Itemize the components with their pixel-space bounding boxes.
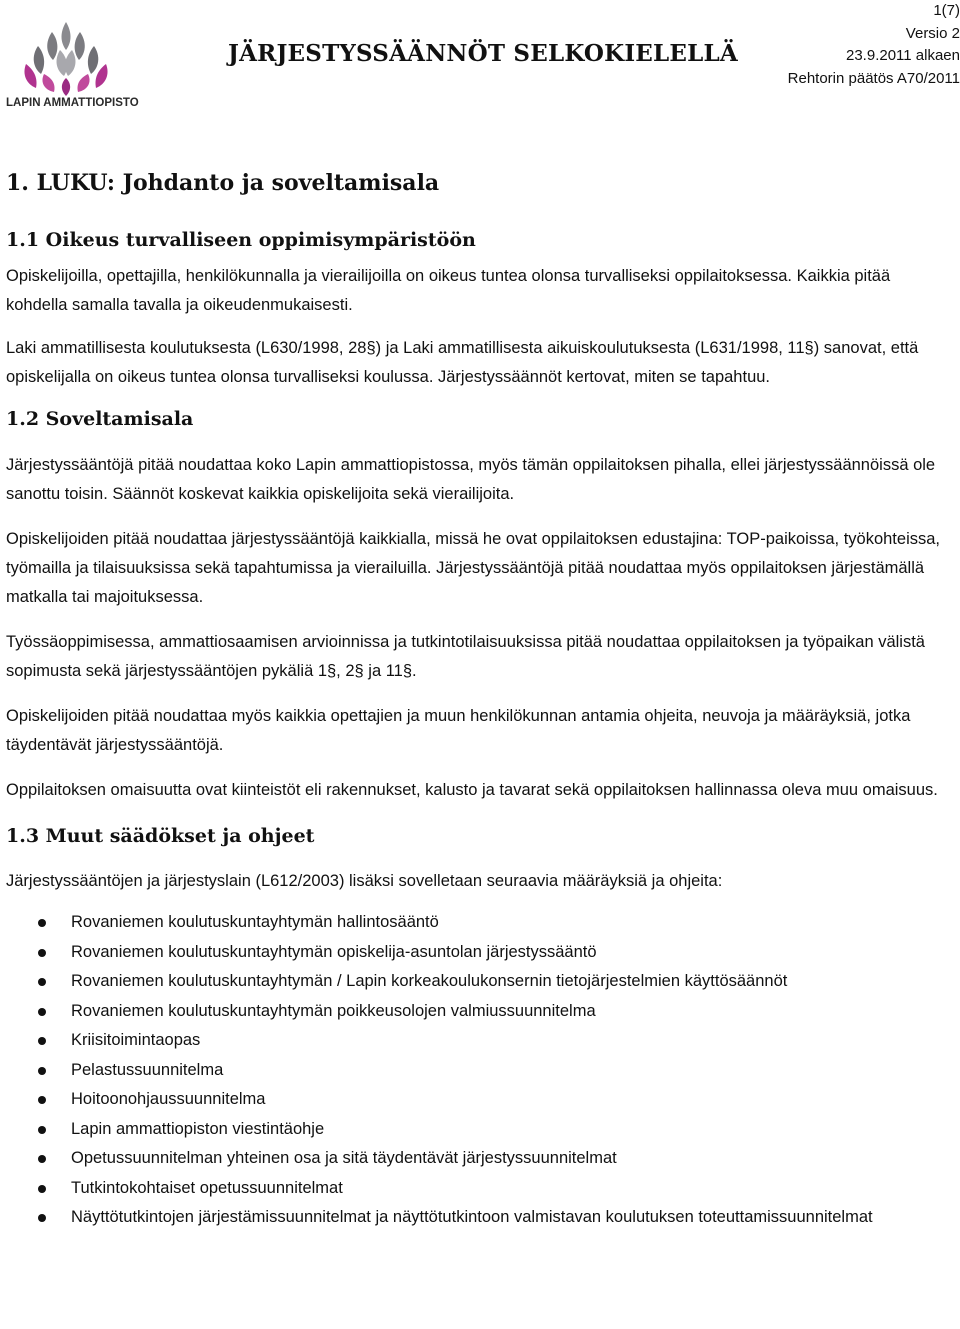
- paragraph: Opiskelijoilla, opettajilla, henkilökunnalla ja vierailijoilla on oikeus tuntea olonsa turvalliseksi oppilaitoksessa. Kaikkia pitää kohdella samalla tavalla ja oikeudenmukaisesti.: [6, 267, 891, 314]
- page-number: 1(7): [933, 2, 960, 19]
- valid-from-date: 23.9.2011 alkaen: [846, 47, 960, 64]
- bullet-icon: [38, 1126, 46, 1134]
- document-body: [6, 165, 956, 1233]
- section-heading-1-1: 1.1 Oikeus turvalliseen oppimisympäristöön: [6, 229, 476, 251]
- list-item: Rovaniemen koulutuskuntayhtymän poikkeusolojen valmiussuunnitelma: [6, 997, 956, 1027]
- bullet-icon: [38, 978, 46, 986]
- list-item: Pelastussuunnitelma: [6, 1056, 956, 1086]
- regulations-list: [6, 908, 956, 1233]
- list-item: Kriisitoimintaopas: [6, 1026, 956, 1056]
- paragraph: Opiskelijoiden pitää noudattaa järjestyssääntöjä kaikkialla, missä he ovat oppilaitoksen edustajina: TOP-paikoissa, työkohteissa, työmailla ja tilaisuuksissa sekä tapahtumissa ja vierailuilla. Järjestyssääntöjä pitää noudattaa myös oppilaitoksen järjestämällä matkalla tai majoituksessa.: [6, 530, 940, 606]
- paragraph: Työssäoppimisessa, ammattiosaamisen arvioinnissa ja tutkintotilaisuuksissa pitää noudattaa oppilaitoksen ja työpaikan välistä sopimusta sekä järjestyssääntöjen pykäliä 1§, 2§ ja 11§.: [6, 633, 925, 680]
- paragraph: Laki ammatillisesta koulutuksesta (L630/1998, 28§) ja Laki ammatillisesta aikuiskoulutuksesta (L631/1998, 11§) sanovat, että opiskelijalla on oikeus tuntea olonsa turvalliseksi koulussa. Järjestyssäännöt kertovat, miten se tapahtuu.: [6, 339, 919, 386]
- bullet-icon: [38, 1214, 46, 1222]
- lapin-ammattiopisto-logo: [4, 16, 164, 112]
- bullet-icon: [38, 1096, 46, 1104]
- chapter-title: 1. LUKU: Johdanto ja soveltamisala: [6, 170, 440, 196]
- list-item: Opetussuunnitelman yhteinen osa ja sitä täydentävät järjestyssuunnitelmat: [6, 1144, 956, 1174]
- section-heading-1-3: 1.3 Muut säädökset ja ohjeet: [6, 825, 315, 847]
- section-heading-1-2: 1.2 Soveltamisala: [6, 408, 194, 430]
- bullet-icon: [38, 1155, 46, 1163]
- list-item: Hoitoonohjaussuunnitelma: [6, 1085, 956, 1115]
- bullet-icon: [38, 1008, 46, 1016]
- decision-reference: Rehtorin päätös A70/2011: [787, 69, 960, 87]
- list-item: Rovaniemen koulutuskuntayhtymän / Lapin korkeakoulukonsernin tietojärjestelmien käyttösäännöt: [6, 967, 956, 997]
- version-label: Versio 2: [905, 24, 960, 42]
- paragraph: Opiskelijoiden pitää noudattaa myös kaikkia opettajien ja muun henkilökunnan antamia ohjeita, neuvoja ja määräyksiä, jotka täydentävät järjestyssääntöjä.: [6, 707, 911, 754]
- document-meta: [788, 0, 960, 90]
- paragraph: Järjestyssääntöjen ja järjestyslain (L612/2003) lisäksi sovelletaan seuraavia määräyksiä ja ohjeita:: [6, 872, 723, 890]
- list-item: Rovaniemen koulutuskuntayhtymän hallintosääntö: [6, 908, 956, 938]
- list-item: Lapin ammattiopiston viestintäohje: [6, 1115, 956, 1145]
- logo-crest-icon: [24, 22, 107, 96]
- bullet-icon: [38, 1067, 46, 1075]
- bullet-icon: [38, 919, 46, 927]
- document-title: JÄRJESTYSSÄÄNNÖT SELKOKIELELLÄ: [228, 40, 738, 67]
- list-item: Rovaniemen koulutuskuntayhtymän opiskelija-asuntolan järjestyssääntö: [6, 938, 956, 968]
- paragraph: Järjestyssääntöjä pitää noudattaa koko Lapin ammattiopistossa, myös tämän oppilaitoksen pihalla, ellei järjestyssäännöissä ole sanottu toisin. Säännöt koskevat kaikkia opiskelijoita sekä vierailijoita.: [6, 456, 936, 503]
- bullet-icon: [38, 1185, 46, 1193]
- bullet-icon: [38, 949, 46, 957]
- paragraph: Oppilaitoksen omaisuutta ovat kiinteistöt eli rakennukset, kalusto ja tavarat sekä oppilaitoksen hallinnassa oleva muu omaisuus.: [6, 781, 938, 799]
- list-item: Tutkintokohtaiset opetussuunnitelmat: [6, 1174, 956, 1204]
- list-item: Näyttötutkintojen järjestämissuunnitelmat ja näyttötutkintoon valmistavan koulutuksen toteuttamissuunnitelmat: [6, 1203, 956, 1233]
- bullet-icon: [38, 1037, 46, 1045]
- logo-wordmark: LAPIN AMMATTIOPISTO: [6, 97, 139, 109]
